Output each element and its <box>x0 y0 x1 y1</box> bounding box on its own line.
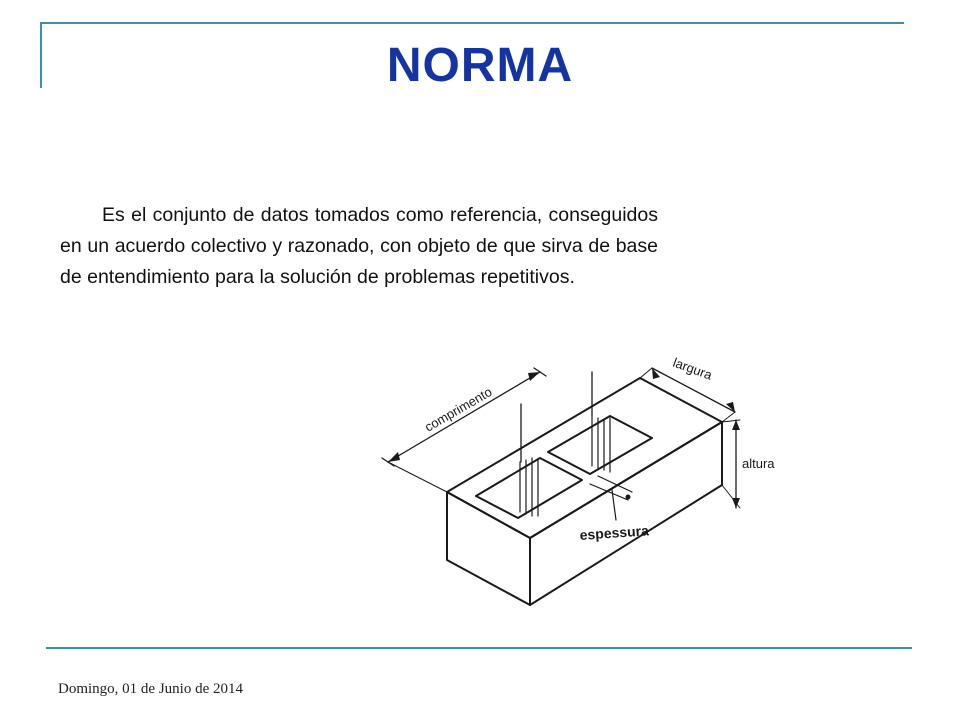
label-espessura: espessura <box>579 522 650 543</box>
block-side-face <box>530 422 722 605</box>
block-front-face <box>447 492 530 605</box>
slide-title: NORMA <box>386 39 574 92</box>
label-altura: altura <box>742 456 775 471</box>
label-comprimento: comprimento <box>422 384 495 435</box>
frame-bottom-rule <box>46 647 912 649</box>
hollow-block-diagram <box>375 345 805 630</box>
block-cell-left <box>476 458 582 518</box>
label-largura: largura <box>670 354 715 383</box>
frame-top-rule <box>40 22 904 24</box>
slide-date: Domingo, 01 de Junio de 2014 <box>58 681 243 697</box>
definition-text: Es el conjunto de datos tomados como referencia, conseguidos en un acuerdo colectivo y razonado, con objeto de que sirva de base de entendimiento para la solución de problemas repetitivos. <box>60 204 658 288</box>
block-cell-right <box>548 416 652 474</box>
